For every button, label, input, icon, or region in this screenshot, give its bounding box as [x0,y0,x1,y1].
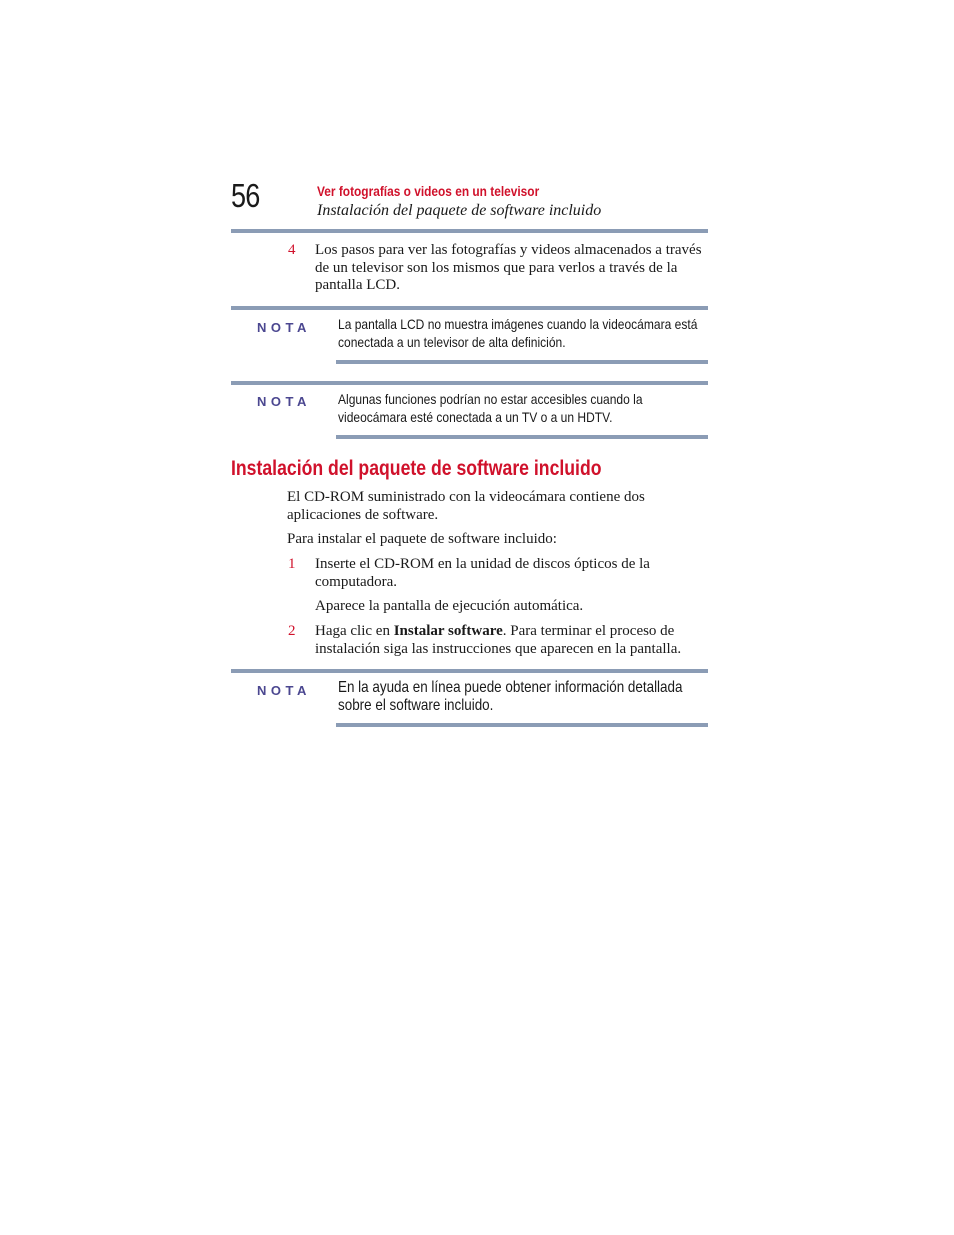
note-top-rule [231,306,708,310]
note-label: NOTA [257,683,311,698]
page-number: 56 [231,177,260,214]
lead-in-paragraph: Para instalar el paquete de software incluido: [287,531,557,547]
step-number: 1 [288,556,296,572]
step-text: Inserte el CD-ROM en la unidad de discos ópticos de la computadora. [315,556,650,590]
step-text-part: Haga clic en [315,623,394,639]
note-text: Algunas funciones podrían no estar accesibles cuando la videocámara esté conectada a un TV o a un HDTV. [338,391,643,425]
note-top-rule [231,669,708,673]
step-text [315,623,707,658]
note-bottom-rule [336,435,708,439]
step-result: Aparece la pantalla de ejecución automática. [315,598,584,614]
step-number: 2 [288,623,296,639]
note-bottom-rule [336,723,708,727]
note-top-rule [231,381,708,385]
note-label: NOTA [257,394,311,409]
note-text: En la ayuda en línea puede obtener información detallada sobre el software incluido. [338,679,683,714]
step-number: 4 [288,242,296,258]
note-text: La pantalla LCD no muestra imágenes cuando la videocámara está conectada a un televisor de alta definición. [338,316,698,350]
step-text-part: . Para terminar el proceso de instalación siga las instrucciones que aparecen en la pantalla. [315,623,682,657]
chapter-title: Ver fotografías o videos en un televisor [317,183,540,199]
note-bottom-rule [336,360,708,364]
header-rule [231,229,708,233]
intro-paragraph: El CD-ROM suministrado con la videocámara contiene dos aplicaciones de software. [287,489,645,523]
instalar-software-term: Instalar software [393,623,503,639]
section-subtitle: Instalación del paquete de software incluido [317,202,602,219]
note-label: NOTA [257,320,311,335]
step-text: Los pasos para ver las fotografías y videos almacenados a través de un televisor son los mismos que para verlos a través de la pantalla LCD. [315,242,702,293]
section-heading: Instalación del paquete de software incluido [231,457,602,480]
